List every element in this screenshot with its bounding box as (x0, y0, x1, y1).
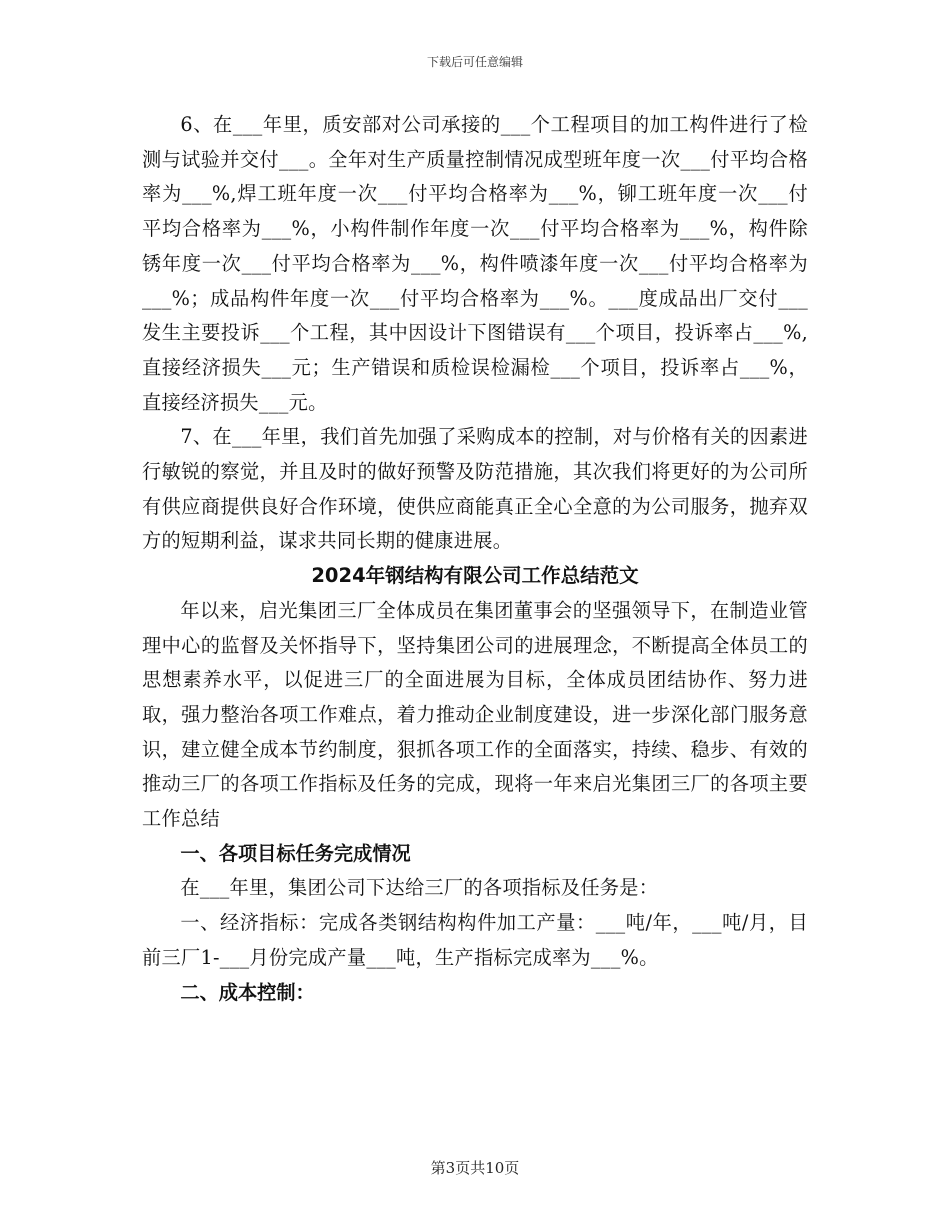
header-note: 下载后可任意编辑 (426, 55, 523, 69)
section-heading-2: 二、成本控制： (180, 980, 315, 1004)
intro-paragraph: 年以来，启光集团三厂全体成员在集团董事会的坚强领导下，在制造业管理中心的监督及关怀指导下，坚持集团公司的进展理念，不断提高全体员工的思想素养水平，以促进三厂的全面进展为目标，全体成员团结协作、努力进取，强力整治各项工作难点，着力推动企业制度建设，进一步深化部门服务意识，建立健全成本节约制度，狠抓各项工作的全面落实，持续、稳步、有效的推动三厂的各项工作指标及任务的完成，现将一年来启光集团三厂的各项主要工作总结 (142, 598, 808, 831)
economic-indicator-paragraph: 一、经济指标：完成各类钢结构构件加工产量：___吨/年，___吨/月，目前三厂1-___月份完成产量___吨，生产指标完成率为___%。 (142, 911, 808, 969)
page-number: 第3页共10页 (430, 1159, 520, 1177)
tasks-intro-paragraph: 在___年里，集团公司下达给三厂的各项指标及任务是： (180, 876, 659, 900)
document-body (142, 108, 808, 1010)
paragraph-7: 7、在___年里，我们首先加强了采购成本的控制，对与价格有关的因素进行敏锐的察觉，并且及时的做好预警及防范措施，其次我们将更好的为公司所有供应商提供良好合作环境，使供应商能真正全心全意的为公司服务，抛弃双方的短期利益，谋求共同长期的健康进展。 (142, 425, 808, 553)
paragraph-6: 6、在___年里，质安部对公司承接的___个工程项目的加工构件进行了检测与试验并交付___。全年对生产质量控制情况成型班年度一次___付平均合格率为___%,焊工班年度一次___付平均合格率为___%，铆工班年度一次___付平均合格率为___%，小构件制作年度一次___付平均合格率为___%，构件除锈年度一次___付平均合格率为___%，构件喷漆年度一次___付平均合格率为___%；成品构件年度一次___付平均合格率为___%。___度成品出厂交付___发生主要投诉___个工程，其中因设计下图错误有___个项目，投诉率占___%,直接经济损失___元；生产错误和质检误检漏检___个项目，投诉率占___%，直接经济损失___元。 (142, 113, 808, 414)
document-title: 2024年钢结构有限公司工作总结范文 (311, 564, 639, 588)
section-heading-1: 一、各项目标任务完成情况 (180, 841, 411, 865)
